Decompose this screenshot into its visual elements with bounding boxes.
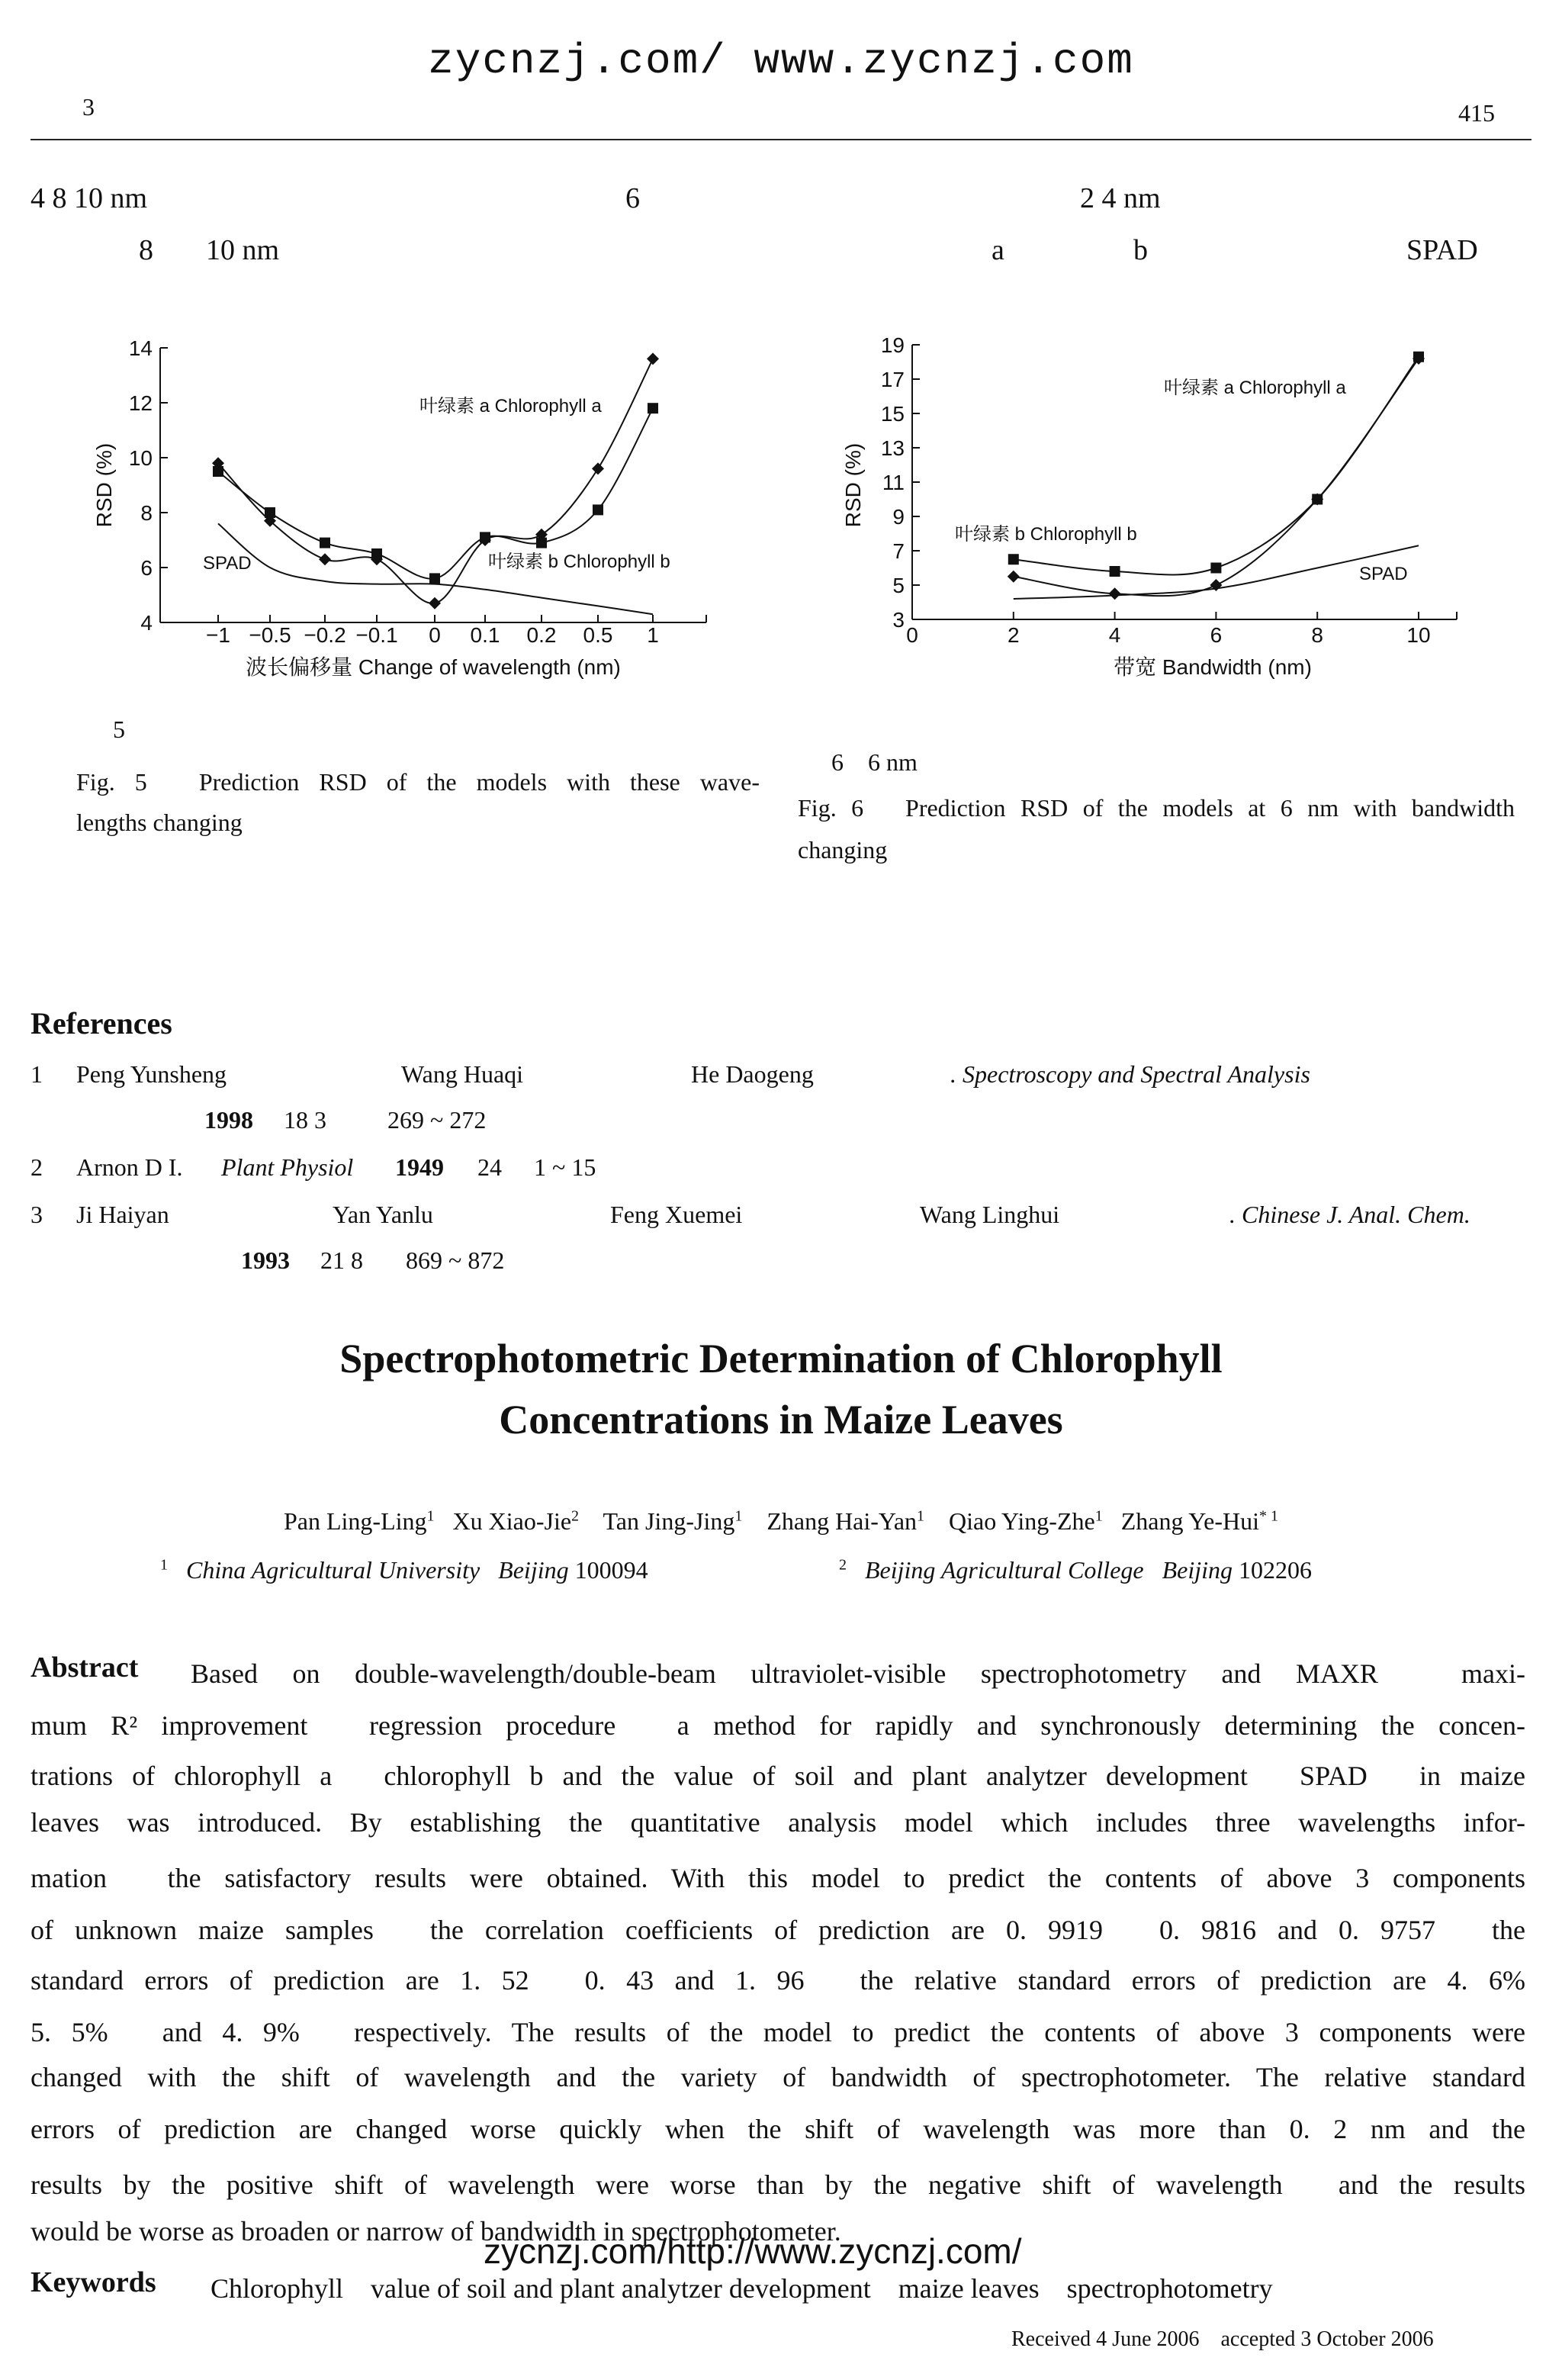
intro-l1b: 6 [625, 182, 640, 214]
author-list [0, 1507, 1562, 1536]
data-point-series-1 [647, 352, 659, 365]
data-point-series-1 [592, 462, 604, 474]
affiliation-2: $^2$ Beijing Agricultural College Beijing 102206 [839, 1556, 1313, 1584]
ref3-number: 3 [31, 1201, 43, 1228]
ref3-volume: 21 8 [320, 1246, 363, 1274]
references-heading: References [31, 1006, 172, 1040]
fig6-number: 6 6 nm [831, 748, 918, 776]
x-tick-label: 6 [1210, 623, 1223, 647]
intro-l2e: SPAD [1406, 234, 1478, 266]
data-point-series-2 [320, 538, 330, 548]
x-tick-label: 10 [1406, 623, 1431, 647]
x-axis-title: 波长偏移量 Change of wavelength (nm) [246, 655, 621, 679]
ref1-author2: Wang Huaqi [401, 1060, 524, 1088]
abstract-line: would be worse as broaden or narrow of bandwidth in spectrophotometer. [31, 2216, 841, 2247]
y-tick-label: 6 [140, 556, 153, 580]
y-axis-title: RSD (%) [92, 442, 116, 528]
abstract-line: 5. 5% and 4. 9% respectively. The results of the model to predict the contents of above 3 components were [31, 2017, 1525, 2047]
paper-title-line1: Spectrophotometric Determination of Chlorophyll [339, 1336, 1223, 1381]
abstract-line: leaves was introduced. By establishing the quantitative analysis model which includes three wavelengths infor- [31, 1807, 1525, 1838]
abstract-line: of unknown maize samples the correlation coefficients of prediction are 0. 9919 0. 9816 and 0. 9757 the [31, 1915, 1525, 1945]
y-tick-label: 13 [880, 436, 905, 460]
keywords-label: Keywords [31, 2266, 156, 2298]
data-point-series-2 [648, 403, 658, 413]
x-tick-label: 0 [906, 623, 918, 647]
abstract-line: mum R² improvement regression procedure a method for rapidly and synchronously determining the concen- [31, 1710, 1525, 1741]
x-tick-label: 0 [429, 623, 441, 647]
paper-title-line2: Concentrations in Maize Leaves [499, 1397, 1063, 1442]
data-point-series-1 [319, 553, 331, 565]
ref1-journal: . Spectroscopy and Spectral Analysis [950, 1060, 1310, 1088]
keywords-text: Chlorophyll value of soil and plant analytzer development maize leaves spectrophotometry [211, 2273, 1273, 2304]
data-point-series-2 [536, 538, 547, 548]
y-tick-label: 5 [892, 574, 905, 597]
x-tick-label: −0.5 [249, 623, 291, 647]
series-label-chlorophyll-a: 叶绿素 a Chlorophyll a [1164, 378, 1346, 398]
y-tick-label: 17 [880, 368, 905, 391]
data-point-series-2 [371, 548, 382, 559]
data-point-series-2 [1312, 494, 1323, 505]
ref1-volume: 18 3 [284, 1106, 326, 1134]
y-tick-label: 9 [892, 505, 905, 529]
watermark-top: zycnzj.com/ www.zycnzj.com [428, 37, 1134, 85]
abstract-label: Abstract [31, 1652, 139, 1684]
x-tick-label: 1 [647, 623, 659, 647]
data-point-series-2 [213, 466, 223, 477]
fig5-caption-line2: lengths changing [76, 809, 243, 836]
data-point-series-2 [480, 532, 490, 542]
y-tick-label: 11 [882, 471, 905, 494]
x-tick-label: −0.2 [304, 623, 346, 647]
intro-l1c: 2 4 nm [1080, 182, 1161, 214]
y-tick-label: 15 [880, 402, 905, 426]
fig5-caption-line1: Fig. 5 Prediction RSD of the models with these wave- [76, 768, 760, 796]
intro-l2b: 10 nm [206, 234, 280, 266]
series-label-chlorophyll-b: 叶绿素 b Chlorophyll b [488, 552, 670, 572]
y-tick-label: 3 [892, 608, 905, 632]
y-tick-label: 12 [128, 391, 153, 415]
header-page-number: 415 [1458, 99, 1495, 127]
ref2-pages: 1 ~ 15 [534, 1153, 596, 1181]
intro-l2d: b [1133, 234, 1148, 266]
y-tick-label: 14 [128, 336, 153, 360]
ref2-volume: 24 [477, 1153, 502, 1181]
intro-l2a: 8 [139, 234, 153, 266]
abstract-line: results by the positive shift of wavelength were worse than by the negative shift of wavelength and the results [31, 2169, 1525, 2200]
ref1-number: 1 [31, 1060, 43, 1088]
ref1-year: 1998 [204, 1106, 253, 1134]
received-date: Received 4 June 2006 accepted 3 October 2006 [1011, 2327, 1434, 2351]
x-tick-label: 0.2 [526, 623, 557, 647]
ref3-year: 1993 [241, 1246, 290, 1274]
ref3-author3: Feng Xuemei [610, 1201, 743, 1228]
abstract-line: standard errors of prediction are 1. 52 0. 43 and 1. 96 the relative standard errors of prediction are 4. 6% [31, 1965, 1525, 1996]
data-point-series-2 [1008, 554, 1019, 564]
ref1-author3: He Daogeng [691, 1060, 814, 1088]
data-point-series-1 [1109, 587, 1121, 600]
data-point-series-1 [429, 597, 441, 609]
author: Qiao Ying-Zhe$^1$ [949, 1507, 1103, 1535]
abstract-line: trations of chlorophyll a chlorophyll b and the value of soil and plant analytzer development SPAD in maize [31, 1761, 1525, 1791]
author: Xu Xiao-Jie$^2$ [452, 1507, 580, 1535]
data-point-series-2 [1210, 563, 1221, 574]
y-tick-label: 7 [892, 539, 905, 563]
series-label-spad: SPAD [203, 553, 252, 574]
author: Zhang Ye-Hui$^{* 1}$ [1120, 1507, 1279, 1535]
author: Zhang Hai-Yan$^1$ [767, 1507, 925, 1535]
ref2-number: 2 [31, 1153, 43, 1181]
fig6-caption-line2: changing [798, 836, 888, 864]
series-label-spad: SPAD [1359, 564, 1408, 584]
y-tick-label: 4 [140, 611, 153, 635]
y-tick-label: 19 [880, 333, 905, 357]
x-tick-label: 4 [1108, 623, 1121, 647]
ref2-year: 1949 [395, 1153, 444, 1181]
x-tick-label: −1 [206, 623, 230, 647]
x-axis-title: 带宽 Bandwidth (nm) [1114, 655, 1312, 679]
ref1-pages: 269 ~ 272 [387, 1106, 487, 1134]
data-point-series-2 [1413, 352, 1424, 362]
data-point-series-1 [1008, 571, 1020, 583]
author: Tan Jing-Jing$^1$ [603, 1507, 743, 1535]
data-point-series-2 [429, 573, 440, 584]
y-axis-title: RSD (%) [841, 442, 865, 528]
author: Pan Ling-Ling$^1$ [283, 1507, 435, 1535]
ref3-author4: Wang Linghui [920, 1201, 1060, 1228]
affiliation-1: $^1$ China Agricultural University Beijing 100094 [160, 1556, 648, 1584]
intro-l2c: a [992, 234, 1004, 266]
data-point-series-2 [1110, 566, 1120, 577]
ref3-author2: Yan Yanlu [333, 1201, 433, 1228]
abstract-line: Based on double-wavelength/double-beam ultraviolet-visible spectrophotometry and MAXR maxi- [191, 1658, 1525, 1689]
fig5-number: 5 [113, 716, 125, 743]
data-point-series-2 [265, 507, 275, 518]
fig5-chart [0, 320, 763, 702]
ref1-author1: Peng Yunsheng [76, 1060, 227, 1088]
x-tick-label: 0.5 [583, 623, 613, 647]
fig6-chart [786, 320, 1548, 702]
y-tick-label: 8 [140, 501, 153, 525]
intro-l1a: 4 8 10 nm [31, 182, 148, 214]
x-tick-label: 0.1 [470, 623, 500, 647]
header-rule [31, 139, 1531, 140]
abstract-line: errors of prediction are changed worse quickly when the shift of wavelength was more than 0. 2 nm and the [31, 2114, 1525, 2144]
abstract-line: mation the satisfactory results were obtained. With this model to predict the contents of above 3 components [31, 1863, 1525, 1893]
ref2-author: Arnon D I. [76, 1153, 183, 1181]
abstract-line: changed with the shift of wavelength and the variety of bandwidth of spectrophotometer. The relative standard [31, 2062, 1525, 2092]
ref3-author1: Ji Haiyan [76, 1201, 169, 1228]
y-tick-label: 10 [128, 446, 153, 470]
ref3-pages: 869 ~ 872 [406, 1246, 505, 1274]
series-label-chlorophyll-a: 叶绿素 a Chlorophyll a [419, 396, 602, 416]
fig6-caption-line1: Fig. 6 Prediction RSD of the models at 6 nm with bandwidth [798, 794, 1515, 822]
data-point-series-2 [593, 504, 603, 515]
header-page-left: 3 [82, 93, 95, 121]
x-tick-label: 8 [1311, 623, 1323, 647]
x-tick-label: −0.1 [355, 623, 398, 647]
ref2-journal: Plant Physiol [221, 1153, 354, 1181]
ref3-journal: . Chinese J. Anal. Chem. [1229, 1201, 1470, 1228]
series-label-chlorophyll-b: 叶绿素 b Chlorophyll b [955, 524, 1137, 545]
watermark-bottom: zycnzj.com/http://www.zycnzj.com/ [484, 2231, 1022, 2271]
x-tick-label: 2 [1008, 623, 1020, 647]
